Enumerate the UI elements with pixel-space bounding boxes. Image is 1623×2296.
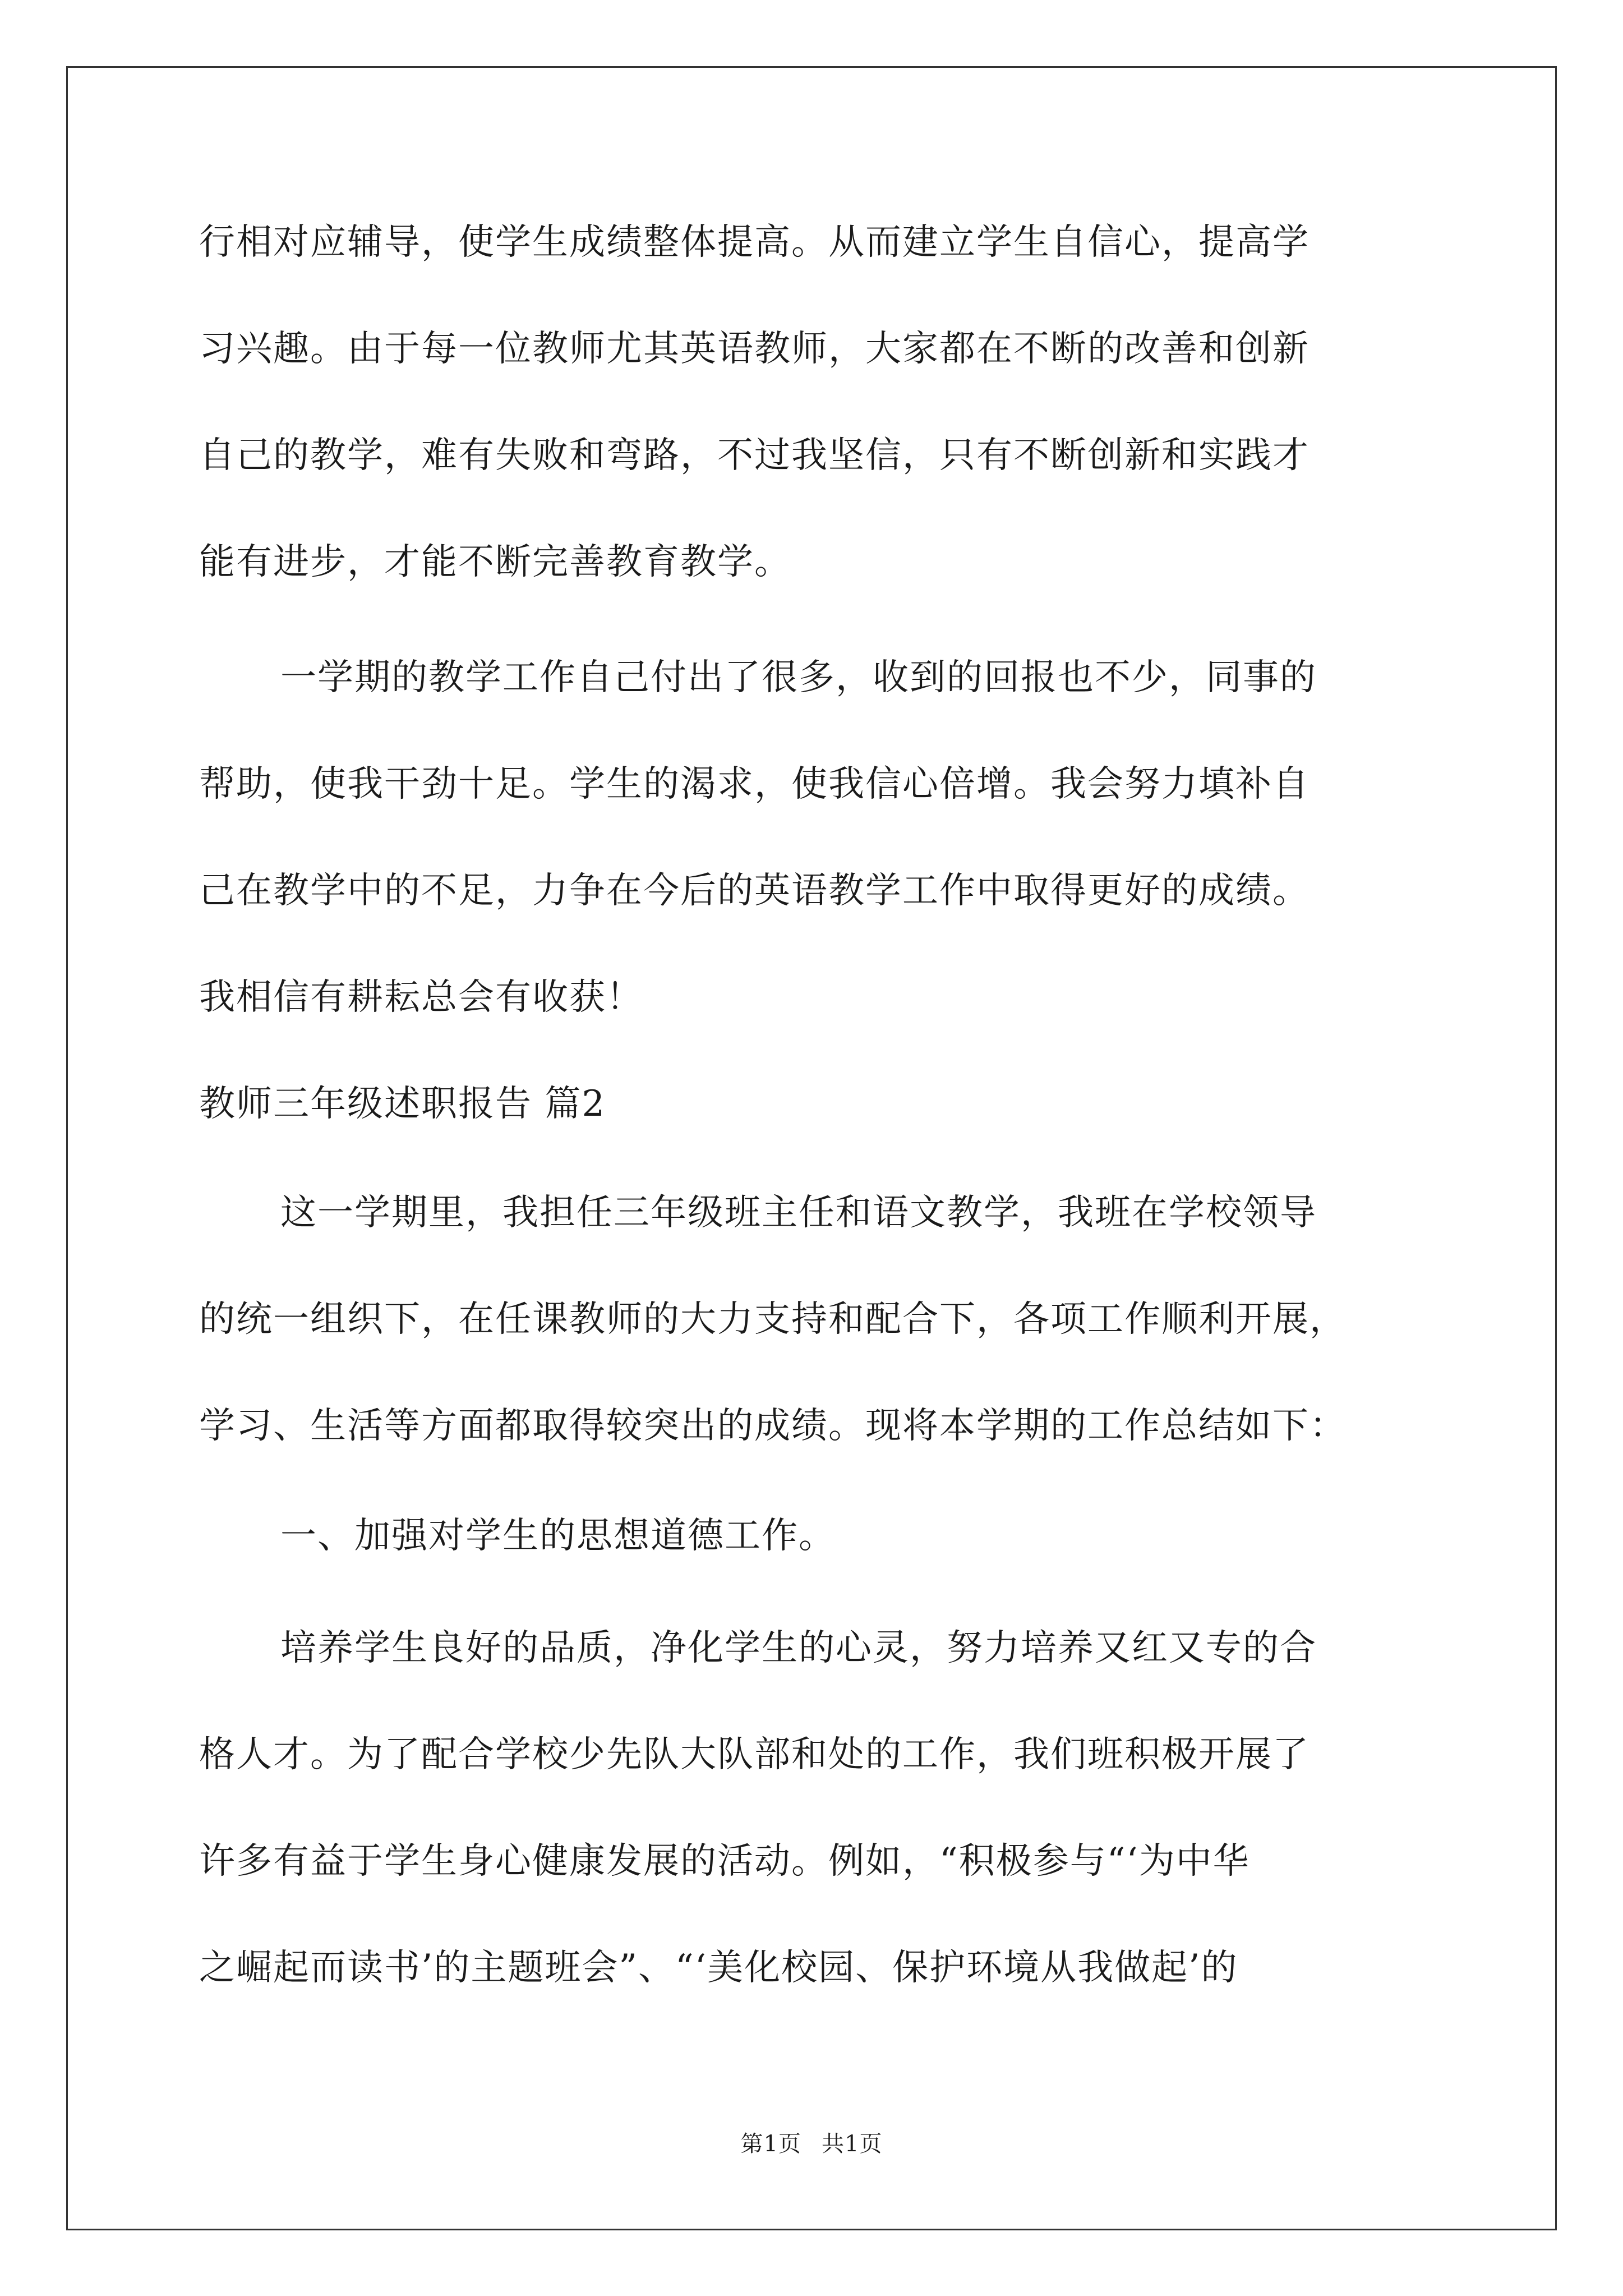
text-line: 学习、生活等方面都取得较突出的成绩。现将本学期的工作总结如下： xyxy=(199,1405,1347,1447)
text-line: 能有进步，才能不断完善教育教学。 xyxy=(199,541,791,583)
text-line: 之崛起而读书’的主题班会”、“‘美化校园、保护环境从我做起’的 xyxy=(199,1947,1238,1989)
text-line: 习兴趣。由于每一位教师尤其英语教师，大家都在不断的改善和创新 xyxy=(199,328,1310,370)
text-line: 的统一组织下，在任课教师的大力支持和配合下，各项工作顺利开展， xyxy=(199,1299,1347,1340)
text-line: 培养学生良好的品质，净化学生的心灵，努力培养又红又专的合 xyxy=(280,1627,1317,1669)
text-line: 一学期的教学工作自己付出了很多，收到的回报也不少，同事的 xyxy=(280,657,1317,698)
text-line: 许多有益于学生身心健康发展的活动。例如，“积极参与“‘为中华 xyxy=(199,1841,1250,1882)
section-heading: 教师三年级述职报告 篇2 xyxy=(199,1083,606,1125)
text-line: 己在教学中的不足，力争在今后的英语教学工作中取得更好的成绩。 xyxy=(199,870,1310,912)
text-line: 一、加强对学生的思想道德工作。 xyxy=(280,1515,836,1557)
text-line: 帮助，使我干劲十足。学生的渴求，使我信心倍增。我会努力填补自 xyxy=(199,763,1310,805)
text-line: 自己的教学，难有失败和弯路，不过我坚信，只有不断创新和实践才 xyxy=(199,435,1310,476)
page-footer xyxy=(0,2126,1623,2158)
text-line: 行相对应辅导，使学生成绩整体提高。从而建立学生自信心，提高学 xyxy=(199,222,1310,263)
text-line: 这一学期里，我担任三年级班主任和语文教学，我班在学校领导 xyxy=(280,1192,1317,1234)
page-total: 共1页 xyxy=(822,2131,883,2157)
text-line: 格人才。为了配合学校少先队大队部和处的工作，我们班积极开展了 xyxy=(199,1734,1310,1775)
page-number: 第1页 xyxy=(740,2131,801,2157)
text-line: 我相信有耕耘总会有收获！ xyxy=(199,977,643,1018)
